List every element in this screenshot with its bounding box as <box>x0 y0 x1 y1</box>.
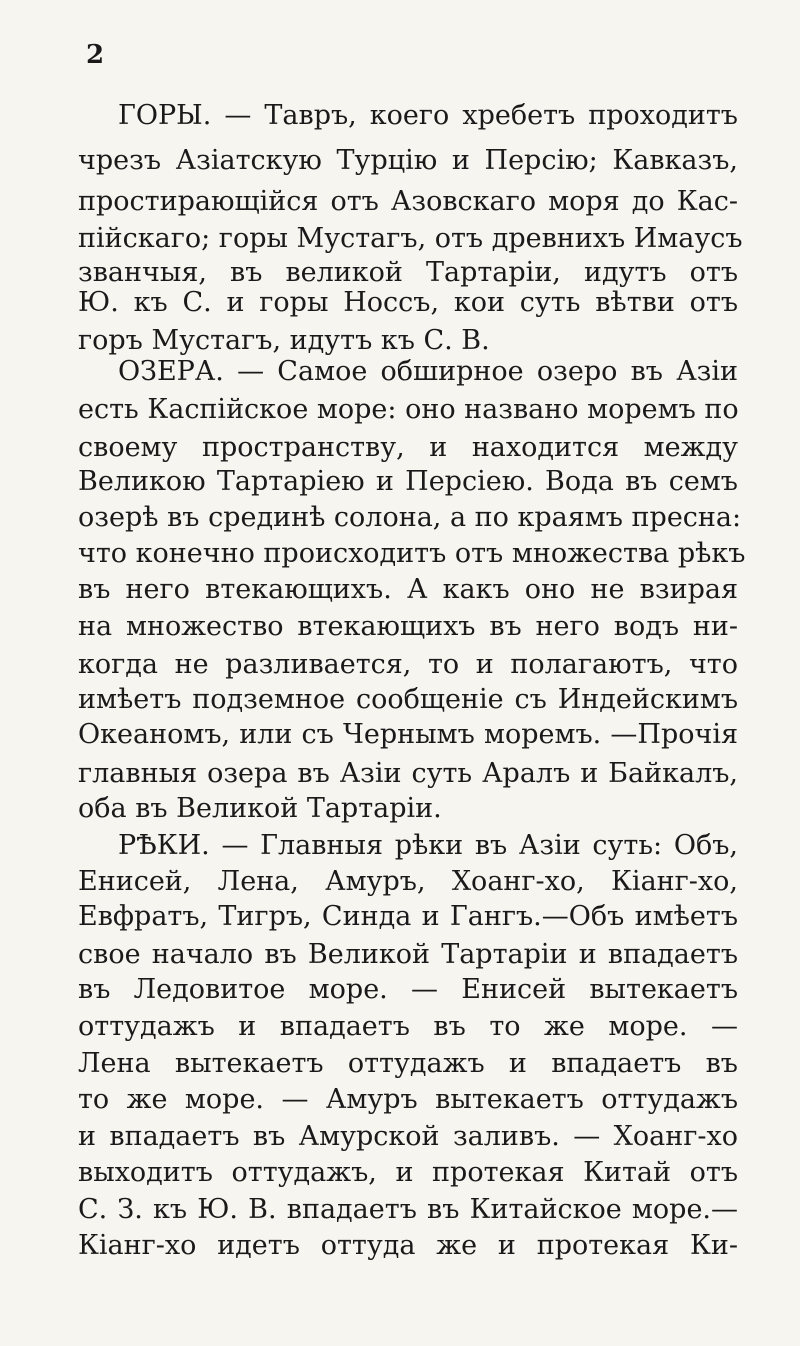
text-line: горъ Мустагъ, идутъ къ С. В. <box>78 325 490 356</box>
text-line: Лена вытекаетъ оттудажъ и впадаетъ въ <box>78 1048 738 1079</box>
text-line: Великою Тартаріею и Персіею. Вода въ семъ <box>78 466 738 497</box>
text-line: Енисей, Лена, Амуръ, Хоанг-хо, Кіанг-хо, <box>78 866 738 897</box>
text-line: когда не разливается, то и полагаютъ, что <box>78 649 738 680</box>
text-line: и впадаетъ въ Амурской заливъ. — Хоанг-хо <box>78 1121 738 1152</box>
text-line: Кіанг-хо идетъ оттуда же и протекая Ки- <box>78 1230 738 1261</box>
text-line: ГОРЫ. — Тавръ, коего хребетъ проходитъ <box>118 100 738 131</box>
text-line: РѢКИ. — Главныя рѣки въ Азіи суть: Объ, <box>118 830 738 861</box>
text-line: озерѣ въ срединѣ солона, а по краямъ пресна: <box>78 502 742 533</box>
text-line: въ Ледовитое море. — Енисей вытекаетъ <box>78 974 738 1005</box>
text-line: Евфратъ, Тигръ, Синда и Гангъ.—Объ имѣетъ <box>78 901 738 932</box>
text-line: имѣетъ подземное сообщеніе съ Индейскимъ <box>78 684 738 715</box>
text-line: что конечно происходитъ отъ множества рѣкъ <box>78 538 746 569</box>
text-line: оба въ Великой Тартаріи. <box>78 793 442 824</box>
text-line: простирающійся отъ Азовскаго моря до Кас- <box>78 186 738 217</box>
text-line: на множество втекающихъ въ него водъ ни- <box>78 611 738 642</box>
text-line: Океаномъ, или съ Чернымъ моремъ. —Прочія <box>78 719 738 750</box>
text-line: своему пространству, и находится между <box>78 432 738 463</box>
text-line: ОЗЕРА. — Самое обширное озеро въ Азіи <box>118 356 738 387</box>
page-number: 2 <box>86 40 105 70</box>
text-line: званчыя, въ великой Тартаріи, идутъ отъ <box>78 257 738 288</box>
text-line: Ю. къ С. и горы Носсъ, кои суть вѣтви отъ <box>78 287 738 318</box>
text-line: главныя озера въ Азіи суть Аралъ и Байкалъ, <box>78 758 738 789</box>
text-line: пійскаго; горы Мустагъ, отъ древнихъ Имаусъ <box>78 223 743 254</box>
text-line: чрезъ Азіатскую Турцію и Персію; Кавказъ, <box>78 145 738 176</box>
text-line: оттудажъ и впадаетъ въ то же море. — <box>78 1011 738 1042</box>
text-line: С. З. къ Ю. В. впадаетъ въ Китайское море.— <box>78 1194 738 1225</box>
text-line: есть Каспійское море: оно названо моремъ по <box>78 394 739 425</box>
text-line: то же море. — Амуръ вытекаетъ оттудажъ <box>78 1084 738 1115</box>
text-line: выходитъ оттудажъ, и протекая Китай отъ <box>78 1157 738 1188</box>
text-line: свое начало въ Великой Тартаріи и впадаетъ <box>78 939 738 970</box>
text-line: въ него втекающихъ. А какъ оно не взирая <box>78 574 738 605</box>
